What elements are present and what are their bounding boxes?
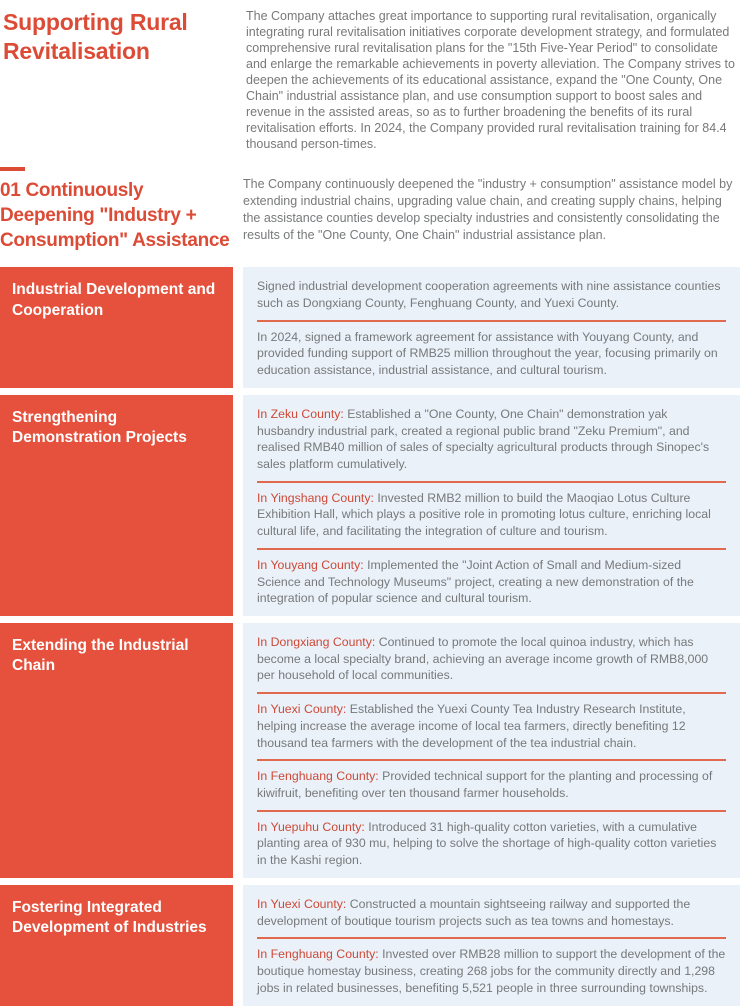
item-text: Invested over RMB28 million to support the development of the boutique homestay business, creating 268 jobs for the community directly and 1,298 jobs in related businesses, benefiting 5,521 people in three surrounding townships. <box>257 947 726 995</box>
section-heading-left <box>0 165 243 253</box>
county-label: In Fenghuang County: <box>257 769 379 784</box>
section-content-panel <box>243 395 740 616</box>
item-text: Introduced 31 high-quality cotton varieties, with a cumulative planting area of 930 mu, helping to solve the shortage of high-quality cotton varieties in the Kashi region. <box>257 819 717 868</box>
county-label: In Yuexi County: <box>257 702 347 717</box>
section-title: Strengthening Demonstration Projects <box>0 395 233 616</box>
section-content-panel <box>243 267 740 388</box>
item-text: Invested RMB2 million to build the Maoqiao Lotus Culture Exhibition Hall, which plays a positive role in promoting lotus culture, enriching local cultural life, and facilitating the integration of culture and tourism. <box>257 490 711 539</box>
section-intro-paragraph: The Company continuously deepened the "industry + consumption" assistance model by extending industrial chains, upgrading value chain, and creating supply chains, helping the assistance counties develop specialty industries and consistently consolidating the results of the "One County, One Chain" industrial assistance plan. <box>243 177 733 242</box>
section-row <box>0 885 740 1006</box>
item-divider <box>257 810 726 812</box>
section-row <box>0 623 740 878</box>
item-text: Signed industrial development cooperation agreements with nine assistance counties such as Dongxiang County, Fenghuang County, and Yuexi County. <box>257 279 721 310</box>
county-label: In Youyang County: <box>257 557 364 572</box>
item-divider <box>257 759 726 761</box>
section-title: Fostering Integrated Development of Industries <box>0 885 233 1006</box>
section-item <box>257 557 726 607</box>
item-divider <box>257 937 726 939</box>
item-text: Constructed a mountain sightseeing railway and supported the development of boutique tourism projects such as tea towns and homestays. <box>257 896 691 928</box>
item-divider <box>257 548 726 550</box>
section-item <box>257 946 726 996</box>
intro-paragraph: The Company attaches great importance to supporting rural revitalisation, organically integrating rural revitalisation initiatives corporate development strategy, and formulated comprehensive rural revitalisation plans for the "15th Five-Year Period" to consolidate and enlarge the remarkable achievements in poverty alleviation. The Company strives to deepen the achievements of its educational assistance, expand the "One County, One Chain" industrial assistance plan, and use consumption support to boost sales and revenue in the assisted areas, so as to further broadening the benefits of its rural revitalisation efforts. In 2024, the Company provided rural revitalisation training for 84.4 thousand person-times. <box>246 9 735 151</box>
county-label: In Yingshang County: <box>257 490 374 505</box>
county-label: In Fenghuang County: <box>257 947 379 962</box>
section-row <box>0 267 740 388</box>
county-label: In Zeku County: <box>257 406 344 421</box>
section-item <box>257 896 726 929</box>
section-item <box>257 819 726 869</box>
item-divider <box>257 320 726 322</box>
section-item <box>257 329 726 379</box>
section-title: Industrial Development and Cooperation <box>0 267 233 388</box>
item-text: Provided technical support for the planting and processing of kiwifruit, benefiting over ten thousand farmer households. <box>257 769 713 801</box>
page-title: Supporting Rural Revitalisation <box>3 9 188 64</box>
section-item <box>257 634 726 684</box>
section-item <box>257 406 726 473</box>
item-text: Established a "One County, One Chain" demonstration yak husbandry industrial park, created a regional public brand "Zeku Premium", and realised RMB40 million of sales of specialty agricultural products through Sinopec's sales platform cumulatively. <box>257 406 710 471</box>
section-item <box>257 278 726 311</box>
item-divider <box>257 481 726 483</box>
section-title: Extending the Industrial Chain <box>0 623 233 878</box>
assistance-sections <box>0 267 750 1005</box>
item-text: Implemented the "Joint Action of Small and Medium-sized Science and Technology Museums" project, creating a new demonstration of the integration of popular science and cultural tourism. <box>257 557 694 606</box>
item-text: In 2024, signed a framework agreement for assistance with Youyang County, and provided funding support of RMB25 million throughout the year, focusing primarily on education assistance, industrial assistance, and cultural tourism. <box>257 329 718 378</box>
section-heading-block <box>0 165 750 253</box>
page-header <box>0 0 750 152</box>
section-content-panel <box>243 623 740 878</box>
section-heading: 01 Continuously Deepening "Industry + Consumption" Assistance <box>0 180 230 252</box>
county-label: In Yuepuhu County: <box>257 819 365 834</box>
county-label: In Dongxiang County: <box>257 635 376 650</box>
item-text: Continued to promote the local quinoa industry, which has become a local specialty brand, achieving an average income growth of RMB8,000 per household of local communities. <box>257 635 709 683</box>
section-content-panel <box>243 885 740 1006</box>
section-item <box>257 490 726 540</box>
heading-accent-bar <box>0 167 25 171</box>
county-label: In Yuexi County: <box>257 896 347 911</box>
section-item <box>257 768 726 801</box>
section-item <box>257 701 726 751</box>
section-row <box>0 395 740 616</box>
item-text: Established the Yuexi County Tea Industry Research Institute, helping increase the average income of local tea farmers, directly benefiting 12 thousand tea farmers with the development of the tea industrial chain. <box>257 702 686 750</box>
item-divider <box>257 692 726 694</box>
